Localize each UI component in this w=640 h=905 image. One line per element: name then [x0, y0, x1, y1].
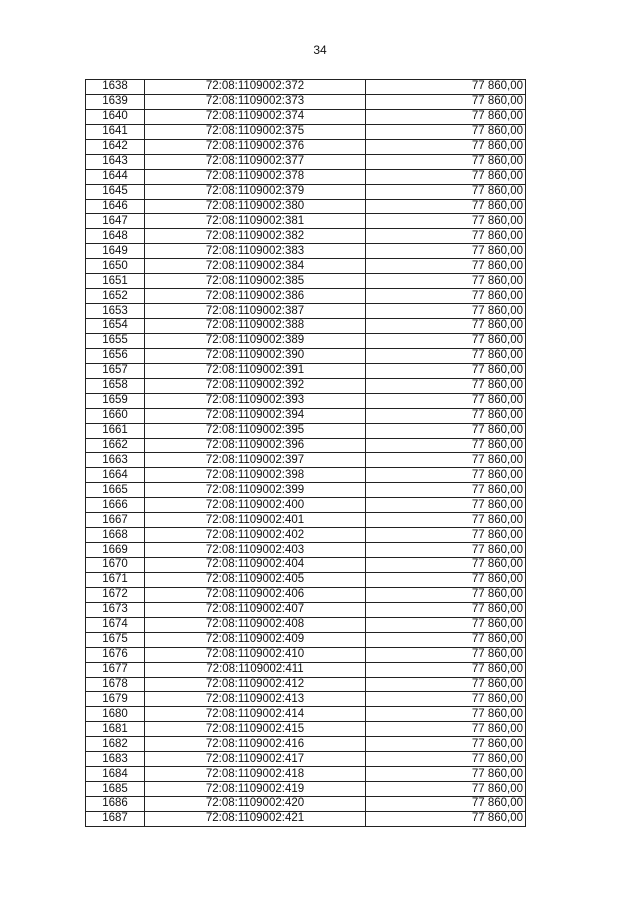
- cadastral-number-cell: 72:08:1109002:386: [145, 289, 366, 304]
- row-number-cell: 1656: [86, 348, 145, 363]
- row-number-cell: 1670: [86, 558, 145, 573]
- cadastral-number-cell: 72:08:1109002:412: [145, 677, 366, 692]
- cadastral-number-cell: 72:08:1109002:383: [145, 244, 366, 259]
- cadastral-registry-table: [85, 79, 526, 827]
- cadastral-number-cell: 72:08:1109002:403: [145, 543, 366, 558]
- row-number-cell: 1678: [86, 677, 145, 692]
- row-number-cell: 1653: [86, 304, 145, 319]
- row-number-cell: 1674: [86, 617, 145, 632]
- row-number-cell: 1679: [86, 692, 145, 707]
- amount-cell: 77 860,00: [366, 408, 526, 423]
- amount-cell: 77 860,00: [366, 274, 526, 289]
- amount-cell: 77 860,00: [366, 483, 526, 498]
- table-row: [86, 94, 526, 109]
- cadastral-number-cell: 72:08:1109002:408: [145, 617, 366, 632]
- cadastral-number-cell: 72:08:1109002:401: [145, 513, 366, 528]
- table-row: [86, 124, 526, 139]
- table-row: [86, 274, 526, 289]
- row-number-cell: 1673: [86, 602, 145, 617]
- row-number-cell: 1650: [86, 259, 145, 274]
- table-row: [86, 572, 526, 587]
- table-row: [86, 184, 526, 199]
- amount-cell: 77 860,00: [366, 752, 526, 767]
- cadastral-number-cell: 72:08:1109002:419: [145, 782, 366, 797]
- row-number-cell: 1669: [86, 543, 145, 558]
- row-number-cell: 1677: [86, 662, 145, 677]
- amount-cell: 77 860,00: [366, 722, 526, 737]
- amount-cell: 77 860,00: [366, 468, 526, 483]
- amount-cell: 77 860,00: [366, 587, 526, 602]
- cadastral-number-cell: 72:08:1109002:400: [145, 498, 366, 513]
- row-number-cell: 1649: [86, 244, 145, 259]
- table-row: [86, 617, 526, 632]
- table-row: [86, 319, 526, 334]
- cadastral-number-cell: 72:08:1109002:380: [145, 199, 366, 214]
- table-row: [86, 498, 526, 513]
- table-row: [86, 438, 526, 453]
- amount-cell: 77 860,00: [366, 139, 526, 154]
- row-number-cell: 1676: [86, 647, 145, 662]
- row-number-cell: 1646: [86, 199, 145, 214]
- amount-cell: 77 860,00: [366, 632, 526, 647]
- amount-cell: 77 860,00: [366, 154, 526, 169]
- row-number-cell: 1662: [86, 438, 145, 453]
- cadastral-number-cell: 72:08:1109002:376: [145, 139, 366, 154]
- table-row: [86, 139, 526, 154]
- row-number-cell: 1686: [86, 797, 145, 812]
- table-row: [86, 259, 526, 274]
- row-number-cell: 1643: [86, 154, 145, 169]
- cadastral-number-cell: 72:08:1109002:384: [145, 259, 366, 274]
- row-number-cell: 1658: [86, 378, 145, 393]
- row-number-cell: 1675: [86, 632, 145, 647]
- table-row: [86, 304, 526, 319]
- table-row: [86, 393, 526, 408]
- table-row: [86, 528, 526, 543]
- table-row: [86, 811, 526, 826]
- row-number-cell: 1645: [86, 184, 145, 199]
- cadastral-number-cell: 72:08:1109002:377: [145, 154, 366, 169]
- cadastral-number-cell: 72:08:1109002:405: [145, 572, 366, 587]
- table-row: [86, 244, 526, 259]
- cadastral-number-cell: 72:08:1109002:414: [145, 707, 366, 722]
- table-row: [86, 797, 526, 812]
- cadastral-number-cell: 72:08:1109002:402: [145, 528, 366, 543]
- row-number-cell: 1642: [86, 139, 145, 154]
- row-number-cell: 1660: [86, 408, 145, 423]
- amount-cell: 77 860,00: [366, 259, 526, 274]
- table-row: [86, 453, 526, 468]
- table-row: [86, 767, 526, 782]
- amount-cell: 77 860,00: [366, 169, 526, 184]
- cadastral-number-cell: 72:08:1109002:389: [145, 333, 366, 348]
- table-row: [86, 333, 526, 348]
- table-row: [86, 483, 526, 498]
- row-number-cell: 1685: [86, 782, 145, 797]
- cadastral-number-cell: 72:08:1109002:420: [145, 797, 366, 812]
- row-number-cell: 1661: [86, 423, 145, 438]
- cadastral-number-cell: 72:08:1109002:416: [145, 737, 366, 752]
- cadastral-number-cell: 72:08:1109002:409: [145, 632, 366, 647]
- cadastral-number-cell: 72:08:1109002:415: [145, 722, 366, 737]
- amount-cell: 77 860,00: [366, 184, 526, 199]
- row-number-cell: 1683: [86, 752, 145, 767]
- amount-cell: 77 860,00: [366, 304, 526, 319]
- cadastral-number-cell: 72:08:1109002:398: [145, 468, 366, 483]
- table-row: [86, 348, 526, 363]
- row-number-cell: 1648: [86, 229, 145, 244]
- table-row: [86, 229, 526, 244]
- cadastral-number-cell: 72:08:1109002:375: [145, 124, 366, 139]
- row-number-cell: 1657: [86, 363, 145, 378]
- table-row: [86, 378, 526, 393]
- row-number-cell: 1639: [86, 94, 145, 109]
- amount-cell: 77 860,00: [366, 811, 526, 826]
- cadastral-number-cell: 72:08:1109002:399: [145, 483, 366, 498]
- row-number-cell: 1672: [86, 587, 145, 602]
- cadastral-number-cell: 72:08:1109002:379: [145, 184, 366, 199]
- table-row: [86, 363, 526, 378]
- row-number-cell: 1687: [86, 811, 145, 826]
- amount-cell: 77 860,00: [366, 333, 526, 348]
- amount-cell: 77 860,00: [366, 513, 526, 528]
- cadastral-number-cell: 72:08:1109002:406: [145, 587, 366, 602]
- cadastral-number-cell: 72:08:1109002:391: [145, 363, 366, 378]
- table-row: [86, 722, 526, 737]
- row-number-cell: 1681: [86, 722, 145, 737]
- table-row: [86, 782, 526, 797]
- amount-cell: 77 860,00: [366, 348, 526, 363]
- cadastral-number-cell: 72:08:1109002:411: [145, 662, 366, 677]
- amount-cell: 77 860,00: [366, 797, 526, 812]
- row-number-cell: 1671: [86, 572, 145, 587]
- cadastral-number-cell: 72:08:1109002:381: [145, 214, 366, 229]
- amount-cell: 77 860,00: [366, 289, 526, 304]
- amount-cell: 77 860,00: [366, 572, 526, 587]
- amount-cell: 77 860,00: [366, 199, 526, 214]
- amount-cell: 77 860,00: [366, 767, 526, 782]
- amount-cell: 77 860,00: [366, 558, 526, 573]
- table-row: [86, 543, 526, 558]
- amount-cell: 77 860,00: [366, 393, 526, 408]
- row-number-cell: 1638: [86, 80, 145, 95]
- amount-cell: 77 860,00: [366, 782, 526, 797]
- row-number-cell: 1682: [86, 737, 145, 752]
- table-row: [86, 632, 526, 647]
- amount-cell: 77 860,00: [366, 602, 526, 617]
- amount-cell: 77 860,00: [366, 647, 526, 662]
- table-row: [86, 214, 526, 229]
- row-number-cell: 1659: [86, 393, 145, 408]
- amount-cell: 77 860,00: [366, 438, 526, 453]
- amount-cell: 77 860,00: [366, 80, 526, 95]
- cadastral-number-cell: 72:08:1109002:394: [145, 408, 366, 423]
- table-row: [86, 707, 526, 722]
- amount-cell: 77 860,00: [366, 124, 526, 139]
- table-row: [86, 109, 526, 124]
- table-row: [86, 737, 526, 752]
- row-number-cell: 1651: [86, 274, 145, 289]
- table-row: [86, 677, 526, 692]
- cadastral-number-cell: 72:08:1109002:374: [145, 109, 366, 124]
- row-number-cell: 1680: [86, 707, 145, 722]
- row-number-cell: 1647: [86, 214, 145, 229]
- table-row: [86, 513, 526, 528]
- cadastral-number-cell: 72:08:1109002:392: [145, 378, 366, 393]
- table-row: [86, 752, 526, 767]
- row-number-cell: 1655: [86, 333, 145, 348]
- table-row: [86, 602, 526, 617]
- amount-cell: 77 860,00: [366, 378, 526, 393]
- amount-cell: 77 860,00: [366, 528, 526, 543]
- table-row: [86, 408, 526, 423]
- cadastral-number-cell: 72:08:1109002:395: [145, 423, 366, 438]
- amount-cell: 77 860,00: [366, 707, 526, 722]
- table-row: [86, 468, 526, 483]
- amount-cell: 77 860,00: [366, 617, 526, 632]
- amount-cell: 77 860,00: [366, 423, 526, 438]
- amount-cell: 77 860,00: [366, 109, 526, 124]
- cadastral-number-cell: 72:08:1109002:372: [145, 80, 366, 95]
- cadastral-number-cell: 72:08:1109002:397: [145, 453, 366, 468]
- row-number-cell: 1667: [86, 513, 145, 528]
- cadastral-number-cell: 72:08:1109002:390: [145, 348, 366, 363]
- row-number-cell: 1684: [86, 767, 145, 782]
- cadastral-number-cell: 72:08:1109002:387: [145, 304, 366, 319]
- row-number-cell: 1664: [86, 468, 145, 483]
- row-number-cell: 1668: [86, 528, 145, 543]
- table-row: [86, 199, 526, 214]
- cadastral-number-cell: 72:08:1109002:421: [145, 811, 366, 826]
- table-row: [86, 587, 526, 602]
- cadastral-number-cell: 72:08:1109002:407: [145, 602, 366, 617]
- amount-cell: 77 860,00: [366, 662, 526, 677]
- amount-cell: 77 860,00: [366, 319, 526, 334]
- amount-cell: 77 860,00: [366, 498, 526, 513]
- cadastral-number-cell: 72:08:1109002:388: [145, 319, 366, 334]
- amount-cell: 77 860,00: [366, 677, 526, 692]
- amount-cell: 77 860,00: [366, 543, 526, 558]
- row-number-cell: 1640: [86, 109, 145, 124]
- table-row: [86, 558, 526, 573]
- amount-cell: 77 860,00: [366, 453, 526, 468]
- cadastral-number-cell: 72:08:1109002:382: [145, 229, 366, 244]
- amount-cell: 77 860,00: [366, 214, 526, 229]
- amount-cell: 77 860,00: [366, 229, 526, 244]
- cadastral-number-cell: 72:08:1109002:404: [145, 558, 366, 573]
- row-number-cell: 1644: [86, 169, 145, 184]
- amount-cell: 77 860,00: [366, 363, 526, 378]
- table-row: [86, 662, 526, 677]
- row-number-cell: 1654: [86, 319, 145, 334]
- amount-cell: 77 860,00: [366, 94, 526, 109]
- cadastral-number-cell: 72:08:1109002:413: [145, 692, 366, 707]
- row-number-cell: 1663: [86, 453, 145, 468]
- table-body: [86, 80, 526, 827]
- cadastral-number-cell: 72:08:1109002:417: [145, 752, 366, 767]
- amount-cell: 77 860,00: [366, 244, 526, 259]
- cadastral-number-cell: 72:08:1109002:418: [145, 767, 366, 782]
- cadastral-number-cell: 72:08:1109002:373: [145, 94, 366, 109]
- table-row: [86, 289, 526, 304]
- cadastral-number-cell: 72:08:1109002:378: [145, 169, 366, 184]
- cadastral-number-cell: 72:08:1109002:410: [145, 647, 366, 662]
- row-number-cell: 1665: [86, 483, 145, 498]
- cadastral-number-cell: 72:08:1109002:396: [145, 438, 366, 453]
- table-row: [86, 80, 526, 95]
- row-number-cell: 1666: [86, 498, 145, 513]
- cadastral-number-cell: 72:08:1109002:385: [145, 274, 366, 289]
- table-row: [86, 169, 526, 184]
- amount-cell: 77 860,00: [366, 737, 526, 752]
- cadastral-number-cell: 72:08:1109002:393: [145, 393, 366, 408]
- table-row: [86, 154, 526, 169]
- table-row: [86, 647, 526, 662]
- table-row: [86, 692, 526, 707]
- row-number-cell: 1641: [86, 124, 145, 139]
- table-row: [86, 423, 526, 438]
- page-number: 34: [313, 43, 327, 57]
- amount-cell: 77 860,00: [366, 692, 526, 707]
- row-number-cell: 1652: [86, 289, 145, 304]
